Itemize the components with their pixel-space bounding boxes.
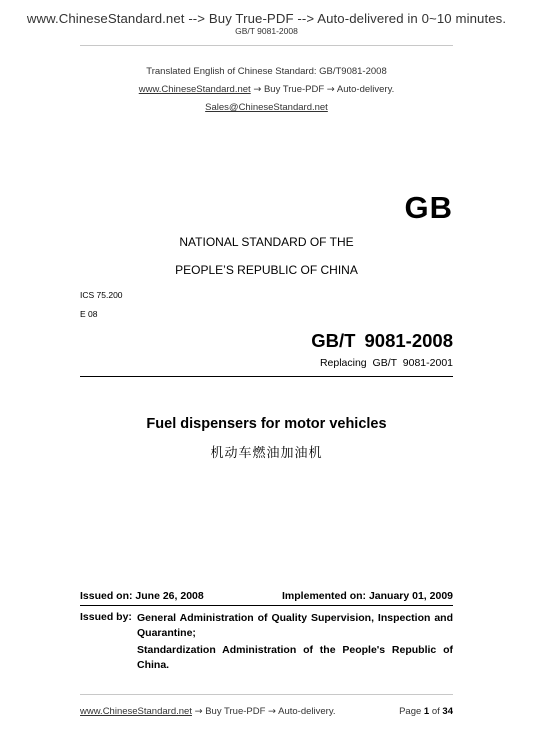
dates-divider (80, 605, 453, 606)
arrow-right-icon: → (268, 706, 277, 717)
title-divider (80, 376, 453, 377)
translation-note: Translated English of Chinese Standard: GB/T9081-2008 (146, 66, 387, 77)
buy-pdf-text: Buy True-PDF (263, 84, 325, 95)
header-divider (80, 45, 453, 46)
implemented-on-date: Implemented on: January 01, 2009 (282, 590, 453, 602)
auto-delivery-text: Auto-delivery. (336, 84, 395, 95)
issuer-org-1: General Administration of Quality Supervision, Inspection and Quarantine; (137, 612, 453, 639)
standard-number: GB/T 9081-2008 (311, 330, 453, 351)
site-link[interactable]: www.ChineseStandard.net (138, 84, 251, 95)
title-english: Fuel dispensers for motor vehicles (146, 416, 387, 432)
page-indicator (399, 706, 453, 717)
issued-on-date: Issued on: June 26, 2008 (80, 590, 204, 602)
header-standard-code: GB/T 9081-2008 (235, 26, 298, 36)
issued-by-label: Issued by: (80, 611, 132, 623)
footer-auto-delivery-text: Auto-delivery. (278, 706, 336, 717)
footer-divider (80, 694, 453, 695)
page-label: Page (399, 706, 422, 717)
ics-code: ICS 75.200 (80, 290, 123, 300)
footer-buy-pdf-text: Buy True-PDF (205, 706, 266, 717)
purchase-line (0, 84, 533, 95)
replacing-note: Replacing GB/T 9081-2001 (319, 357, 453, 369)
issuer-org-2: Standardization Administration of the People's Republic of China. (137, 644, 453, 671)
of-label: of (431, 706, 440, 717)
national-standard-line-1: NATIONAL STANDARD OF THE (179, 235, 354, 249)
national-standard-line-2: PEOPLE’S REPUBLIC OF CHINA (175, 263, 358, 277)
title-chinese: 机动车燃油加油机 (210, 446, 323, 461)
email-link[interactable]: Sales@ChineseStandard.net (205, 102, 328, 113)
arrow-right-icon: → (253, 84, 262, 95)
footer-purchase-line (80, 706, 336, 717)
footer-site-link[interactable]: www.ChineseStandard.net (80, 706, 192, 717)
top-banner[interactable]: www.ChineseStandard.net --> Buy True-PDF --> Auto-delivered in 0~10 minutes. (26, 11, 507, 26)
arrow-right-icon: → (194, 706, 203, 717)
arrow-right-icon: → (326, 84, 335, 95)
ccs-code: E 08 (80, 309, 98, 319)
page-total: 34 (442, 706, 453, 717)
gb-logo: GB (404, 190, 453, 225)
email-line (0, 102, 533, 113)
page-number: 1 (423, 706, 430, 717)
